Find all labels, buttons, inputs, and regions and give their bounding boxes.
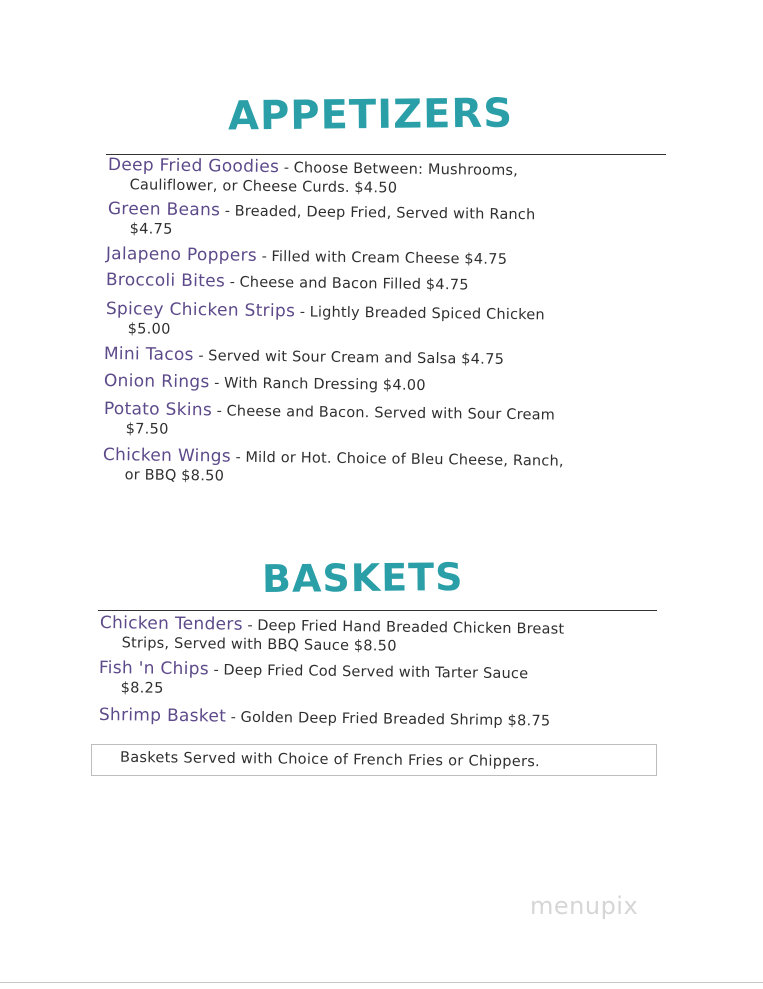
- menu-item: Broccoli Bites - Cheese and Bacon Filled $4.75: [105, 270, 469, 294]
- baskets-divider: [98, 610, 657, 611]
- item-price: $4.75: [425, 276, 469, 294]
- item-description-continued: or BBQ: [124, 467, 177, 484]
- menu-item: Onion Rings - With Ranch Dressing $4.00: [103, 371, 426, 394]
- item-description: Mild or Hot. Choice of Bleu Cheese, Ranch,: [245, 449, 564, 470]
- item-price: $4.75: [461, 351, 505, 368]
- item-price: $4.50: [354, 180, 398, 197]
- item-name: Mini Tacos: [103, 344, 194, 366]
- menu-item: Potato Skins - Cheese and Bacon. Served with Sour Cream $7.50: [103, 399, 556, 438]
- item-price: $4.75: [464, 251, 508, 268]
- scan-edge: [0, 982, 763, 983]
- menu-item: Chicken Tenders - Deep Fried Hand Breaded Chicken Breast Strips, Served with BBQ Sauce $8.50: [99, 613, 565, 655]
- item-name: Potato Skins: [103, 399, 213, 421]
- item-name: Deep Fried Goodies: [107, 155, 280, 178]
- item-name: Jalapeno Poppers: [105, 244, 258, 266]
- item-description: Deep Fried Cod Served with Tarter Sauce: [223, 662, 529, 683]
- item-name: Green Beans: [107, 199, 221, 221]
- menu-item: Jalapeno Poppers - Filled with Cream Cheese $4.75: [105, 244, 508, 268]
- baskets-title: BASKETS: [261, 554, 464, 602]
- baskets-note: [91, 744, 657, 776]
- item-description: Deep Fried Hand Breaded Chicken Breast: [257, 617, 565, 638]
- menu-item: Deep Fried Goodies - Choose Between: Mushrooms, Cauliflower, or Cheese Curds. $4.50: [107, 155, 519, 197]
- item-price: $5.00: [127, 321, 171, 338]
- menu-item: Mini Tacos - Served wit Sour Cream and Salsa $4.75: [103, 344, 505, 368]
- item-price: $4.00: [382, 377, 426, 394]
- item-price: $8.50: [181, 467, 225, 485]
- appetizers-divider: [106, 154, 666, 155]
- item-description-continued: Cauliflower, or Cheese Curds.: [129, 177, 350, 196]
- menu-item: Shrimp Basket - Golden Deep Fried Breaded Shrimp $8.75: [98, 705, 551, 730]
- item-description-continued: Strips, Served with BBQ Sauce: [121, 635, 350, 655]
- item-name: Shrimp Basket: [98, 705, 227, 727]
- item-name: Broccoli Bites: [105, 270, 226, 292]
- item-price: $4.75: [129, 221, 173, 238]
- item-description: With Ranch Dressing: [223, 375, 379, 394]
- menu-item: Spicey Chicken Strips - Lightly Breaded Spiced Chicken $5.00: [105, 299, 545, 338]
- appetizers-title: APPETIZERS: [227, 90, 514, 140]
- item-price: $7.50: [125, 421, 169, 438]
- item-description: Served wit Sour Cream and Salsa: [208, 348, 457, 368]
- menu-item: Green Beans - Breaded, Deep Fried, Served with Ranch $4.75: [107, 199, 536, 238]
- menu-item: Fish 'n Chips - Deep Fried Cod Served with Tarter Sauce $8.25: [98, 658, 529, 697]
- item-description: Choose Between: Mushrooms,: [293, 160, 519, 180]
- item-description: Lightly Breaded Spiced Chicken: [309, 304, 545, 324]
- item-description: Breaded, Deep Fried, Served with Ranch: [234, 203, 536, 224]
- item-name: Chicken Wings: [102, 445, 232, 467]
- menu-item: Chicken Wings - Mild or Hot. Choice of Bleu Cheese, Ranch, or BBQ $8.50: [102, 445, 564, 485]
- item-description: Cheese and Bacon Filled: [239, 274, 422, 293]
- item-name: Spicey Chicken Strips: [105, 299, 296, 322]
- menupix-watermark: menupix: [530, 892, 639, 920]
- item-price: $8.50: [353, 638, 397, 655]
- baskets-note-text: Baskets Served with Choice of French Fries or Chippers.: [119, 749, 541, 771]
- item-description: Filled with Cream Cheese: [271, 249, 460, 268]
- item-description: Cheese and Bacon. Served with Sour Cream: [226, 403, 556, 424]
- item-name: Chicken Tenders: [99, 613, 243, 635]
- item-name: Fish 'n Chips: [98, 658, 210, 680]
- item-price: $8.25: [120, 680, 164, 697]
- item-name: Onion Rings: [103, 371, 210, 393]
- item-price: $8.75: [507, 712, 551, 730]
- item-description: Golden Deep Fried Breaded Shrimp: [240, 709, 503, 729]
